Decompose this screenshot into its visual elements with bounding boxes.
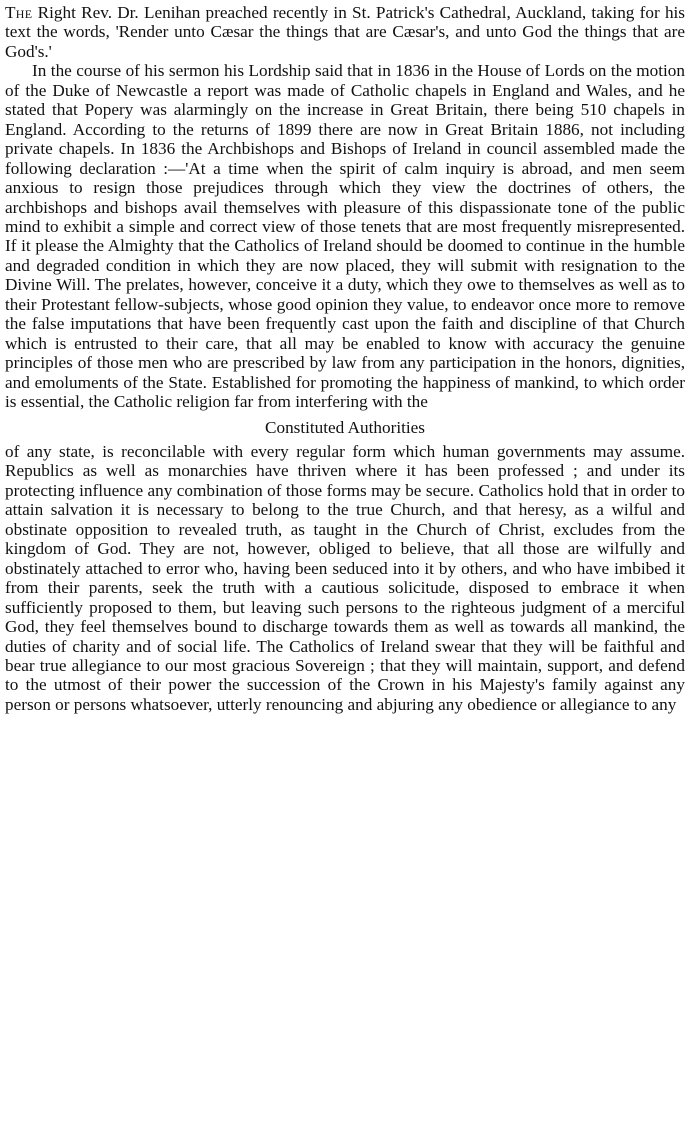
article-paragraph-1 — [5, 3, 685, 61]
section-subheading: Constituted Authorities — [265, 417, 425, 437]
article-paragraph-2: In the course of his sermon his Lordship said that in 1836 in the House of Lords on the motion of the Duke of Newcastle a report was made of Catholic chapels in England and Wales, and he stated that Popery was alarmingly on the increase in Great Britain, there being 510 chapels in England. According to the returns of 1899 there are now in Great Britain 1886, not including private chapels. In 1836 the Archbishops and Bishops of Ireland in council assembled made the following declaration :—'At a time when the spirit of calm inquiry is abroad, and men seem anxious to resign those prejudices through which they view the doctrines of others, the archbishops and bishops avail themselves with pleasure of this dispassionate tone of the public mind to exhibit a simple and correct view of those tenets that are most frequently misrepresented. If it please the Almighty that the Catholics of Ireland should be doomed to continue in the humble and degraded condition in which they are now placed, they will submit with resignation to the Divine Will. The prelates, however, conceive it a duty, which they owe to themselves as well as to their Protestant fellow-subjects, whose good opinion they value, to endeavor once more to remove the false imputations that have been frequently cast upon the faith and discipline of that Church which is entrusted to their care, that all may be enabled to know with accuracy the genuine principles of those men who are prescribed by law from any participation in the honors, dignities, and emoluments of the State. Established for promoting the happiness of mankind, to which order is essential, the Catholic religion far from interfering with the — [5, 61, 685, 412]
article-opening-word: The — [5, 3, 33, 22]
article-paragraph-1-text: Right Rev. Dr. Lenihan preached recently in St. Patrick's Cathedral, Auckland, taking for his text the words, 'Render unto Cæsar the things that are Cæsar's, and unto God the things that are God's.' — [5, 3, 686, 61]
article-paragraph-3: of any state, is reconcilable with every regular form which human governments may assume. Republics as well as monarchies have thriven where it has been professed ; and under its protecting influence any combination of those forms may be secure. Catholics hold that in order to attain salvation it is necessary to belong to the true Church, and that heresy, as a wilful and obstinate opposition to revealed truth, as taught in the Church of Christ, excludes from the kingdom of God. They are not, however, obliged to believe, that all those are wilfully and obstinately attached to error who, having been seduced into it by others, and who have imbibed it from their parents, seek the truth with a cautious solicitude, disposed to embrace it when sufficiently proposed to them, but leaving such persons to the righteous judgment of a merciful God, they feel themselves bound to discharge towards them as well as towards all mankind, the duties of charity and of social life. The Catholics of Ireland swear that they will be faithful and bear true allegiance to our most gracious Sovereign ; that they will maintain, support, and defend to the utmost of their power the succession of the Crown in his Majesty's family against any person or persons whatsoever, utterly renouncing and abjuring any obedience or allegiance to any — [5, 441, 685, 714]
